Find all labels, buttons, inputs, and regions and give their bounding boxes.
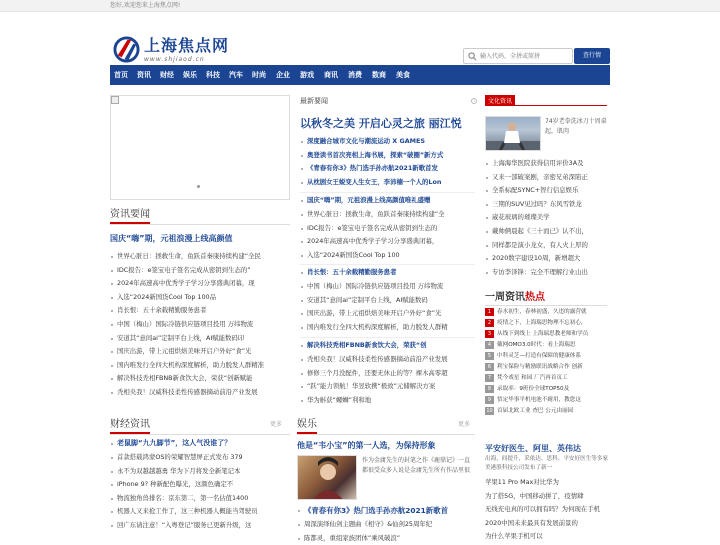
image-slider[interactable] [110,95,290,200]
zixun-list-item[interactable]: 2024年高速高中优秀学子学习分享盛典闭幕，现 [110,277,290,291]
rank-text: 录取率：9班份全球TOP50及 [497,386,570,392]
zixun-headline[interactable]: 国庆“嗨”期，元祖浪漫上线高颜值 [110,234,233,243]
rank-text: 梵今戏星 和园 厂汽再首页工 [497,375,568,381]
site-logo-icon[interactable] [112,36,141,63]
latest-news-title: 最新要闻 [300,97,328,105]
right-bottom-list [485,476,609,544]
rank-number: 7 [485,374,494,382]
rank-text: 利宝保险与精励联讯战略合作 创新 [497,364,583,370]
caijing-list-item[interactable]: 永不为双越越越勇 华为下月将发全新笔记本 [110,465,290,479]
right-bottom-item[interactable]: 苹果11 Pro Max对比华为 [485,478,559,486]
group-3-headline[interactable]: 肖长恨：五十余载精勤服务患者 [300,266,475,280]
yule-photo-caption: 作为金庸先生的封笔之作《鹿鼎记》一直都很受众多人说是金庸先生所有作品里很 [362,457,471,474]
nav-item[interactable]: 汽车 [229,71,243,79]
latest-news-item[interactable]: 安道其“意间ai”定制平台上线，AI赋能数码 [300,294,475,308]
nav-item[interactable]: 数商 [372,71,386,79]
nav-item[interactable]: 财经 [160,71,174,79]
rank-item[interactable] [485,362,588,373]
weekly-hot-title: 一周资讯热点 [485,288,607,306]
latest-group-1 [300,135,475,189]
nav-item[interactable]: 科技 [206,71,220,79]
nav-item[interactable]: 商讯 [324,71,338,79]
yule-headline-2[interactable]: 《青春有你3》热门选手孙亦航2021新歌首 [297,504,475,518]
latest-news-item[interactable]: 世界心脏日：拯救生命，鱼跃首秦康持续构建“全 [300,208,475,222]
caijing-headline[interactable]: 老鼠脚“九九脚节”，这人气没谁了？ [110,437,290,451]
zixun-list-item[interactable]: IDC报告：e签宝电子签名完成从密钥到生态的” [110,264,290,278]
culture-photo-caption: 74岁老拳洗冰刀十周桌起，肌肉 [545,118,607,135]
rank-text: 中科灵芝—打造有保障的健康体系 [497,353,581,359]
caijing-list-item[interactable]: 物流独角兽排名：京东第二，第一名估值1400 [110,492,290,506]
latest-news-item[interactable]: 修修三个月没配件，还要无休止的等？裸木高零超 [300,367,475,381]
culture-list-item[interactable]: 戴帅俩晨起《三十而已》认不出， [485,225,609,239]
zixun-list-item[interactable]: 国庆出游，带上元祖烘焙美味开启户外好“食”光 [110,345,290,359]
caijing-list-item[interactable]: iPhone 9? 种新配色曝光，这颜色确定不 [110,478,290,492]
rank-item[interactable] [485,318,588,329]
section-title-caijing: 财经资讯 [110,415,290,435]
yule-more-link[interactable]: 更多 [458,421,471,428]
caijing-list-item[interactable]: 首款搭载鸿蒙OS的荣耀智慧屏正式发布 379 [110,451,290,465]
rank-item[interactable] [485,307,588,318]
slider-dot[interactable] [197,185,200,188]
rank-number: 5 [485,352,494,360]
ping-headline[interactable]: 平安好医生、阿里、英伟达 [485,444,581,453]
latest-news-item[interactable]: 奥登读书首次亮相上海书展，探索“破圈”新方式 [300,149,475,163]
nav-item[interactable]: 企业 [276,71,290,79]
rank-item[interactable] [485,406,588,417]
latest-news-item[interactable]: IDC报告：e签宝电子签名完成从密钥到生态的 [300,222,475,236]
caijing-more-link[interactable]: 更多 [270,421,283,428]
latest-group-4 [300,353,475,407]
rank-number: 2 [485,319,494,327]
divider [300,337,475,338]
section-title-yule: 娱乐 [297,415,475,435]
rank-number: 9 [485,396,494,404]
broken-image-icon [111,96,119,104]
culture-photo[interactable] [485,116,541,151]
yule-photo[interactable] [297,455,357,500]
weekly-rank-list [485,307,588,417]
right-bottom-item[interactable]: 为什么苹果手机可以 [485,532,543,540]
latest-group-3 [300,280,475,334]
rank-number: 1 [485,308,494,316]
group-4-headline[interactable]: 解决科技秃相FBNB新食饮大会，荣获“创 [300,339,475,353]
welcome-text: 您好,欢迎您来上海焦点网! [110,2,181,9]
latest-news-item[interactable]: 2024年高速高中优秀学子学习分享盛典闭幕， [300,235,475,249]
divider [300,264,475,265]
rank-number: 8 [485,385,494,393]
latest-news-item[interactable]: 《青春有你3》热门选手孙亦航2021新歌首发 [300,162,475,176]
group-4-headline-list [300,339,475,353]
culture-tag[interactable]: 文化资讯 [485,95,515,106]
rank-item[interactable] [485,329,588,340]
rank-text: 春水初生，春林初盛，久违的露营就 [497,309,587,315]
culture-list-item[interactable]: 专访李泽锋：完全不理解行业山出 [485,266,609,280]
rank-item[interactable] [485,373,588,384]
zixun-list-item[interactable]: 解决科技秃相FBNB新食饮大会，荣获“创新赋能 [110,372,290,386]
zixun-list-item[interactable]: 国内唯发行全四大机构深度解析，助力脱发人群精准 [110,359,290,373]
right-bottom-item[interactable]: 2020中国未来最具有发展前景的 [485,518,578,527]
zixun-list-item[interactable]: 入选“2024新国货Cool Top 100品 [110,291,290,305]
divider [300,192,475,193]
yule-headline[interactable]: 他是“韦小宝”的第一人选，为保持形象 [297,441,436,450]
rank-item[interactable] [485,351,588,362]
person-image [298,456,357,500]
latest-news-item[interactable]: 华为斛获“螺蛳”利和地 [300,394,475,408]
nav-item[interactable]: 时尚 [252,71,266,79]
rank-number: 3 [485,330,494,338]
nav-item[interactable]: 首页 [114,71,128,79]
rank-number: 6 [485,363,494,371]
rank-number: 10 [486,408,493,414]
latest-news-item[interactable]: 深度融合城市文化与潮流运动 X GAMES [300,135,475,149]
info-icon: i [471,98,477,104]
latest-group-2 [300,208,475,262]
ping-caption: 出海，间提升，采依达、思科、平安好医生等多家美港股科技公司发布了新一 [485,456,609,471]
group-2-headline[interactable]: 国庆“嗨”期，元祖浪漫上线高颜值唯礼盛赠 [300,194,475,208]
yule-list-item[interactable]: 周深演绎仙剑主题曲《相守》&仙剑25周年纪 [297,518,475,532]
culture-list-item[interactable]: 崴花玻璃的璀璨美学 [485,211,609,225]
culture-list-item[interactable]: 同样都是演小龙女，有人火上厚的 [485,239,609,253]
zixun-list [110,250,290,400]
caijing-list-item[interactable]: 回广东请注意！“入粤登记”服务已更新升级，这 [110,519,290,533]
rank-item[interactable] [485,384,588,395]
rank-number: 4 [485,341,494,349]
culture-list-item[interactable]: 2020数字建设10周，新增超大 [485,252,609,266]
zixun-list-item[interactable]: 秃相央我！汉威科技柔性传感器摘动前沿产业发展 [110,386,290,400]
nav-item[interactable]: 美食 [396,71,410,79]
zixun-list-item[interactable]: 安道其“意间ai”定制平台上线，AI赋能数码印 [110,332,290,346]
nav-item[interactable]: 消费 [348,71,362,79]
rank-text: 悟定毕事平机电池不耐用，教您这 [497,397,581,403]
nav-item[interactable]: 资讯 [137,71,151,79]
top-welcome-bar [0,0,720,12]
latest-news-item[interactable]: 国内唯发行全四大机构深度解析，助力脱发人群精 [300,321,475,335]
latest-news-item[interactable]: 秃相央我！汉威科技柔性传感器摘动前沿产业发展 [300,353,475,367]
section-title-zixun: 资讯要闻 [110,205,290,225]
culture-list-item[interactable]: 全系标配SYNC+智行信息娱乐 [485,184,609,198]
yule-list [297,518,475,545]
yule-list-item[interactable]: 陈都灵，重组家族团体”乘风破浪” [297,532,475,545]
right-bottom-item[interactable]: 为了搭5G，中国移动拼了，疫情肆 [485,491,584,500]
latest-news-item[interactable]: 从枕剧女王蜕变人生女王，李沛楠一个人的Lon [300,176,475,190]
search-input[interactable] [480,50,570,62]
group-3-headline-list [300,266,475,280]
rank-item[interactable] [485,395,588,406]
zixun-list-item[interactable]: 肖长恨：五十余载精勤服务患者 [110,304,290,318]
latest-news-item[interactable]: 国庆出游，带上元祖烘焙美味开启户外好“食”光 [300,307,475,321]
zixun-list-item[interactable]: 世界心脏日：拯救生命，鱼跃首秦康持续构建“全民 [110,250,290,264]
rank-text: 首届北欧工业 查巴 公元由丽园 [497,408,574,414]
search-button[interactable]: 查行情 [574,48,610,64]
rank-text: 疫情之下，上海瑞思物理不忘初心， [497,320,587,326]
site-name[interactable]: 上海焦点网 [144,36,230,55]
site-header [0,12,720,64]
main-nav [110,65,610,85]
culture-list-item[interactable]: 上海海华医院获得信用评价3A及 [485,157,609,171]
latest-news-item[interactable]: “跃”能力领航！华昱软携“极致”元储解决方案 [300,380,475,394]
rank-text: 戴网OMO3.0时代：看上海瑞思 [497,342,576,348]
search-box [463,48,573,64]
yule-headline-2-list [297,504,475,518]
latest-headline[interactable]: 以秋冬之美 开启心灵之旅 丽江悦 [300,117,462,130]
athlete-image [486,117,541,151]
latest-news-item[interactable]: 入选“2024新国货Cool Top 100 [300,249,475,263]
right-bottom-item[interactable]: 无线充电真的可以拥有吗？为何现在手机 [485,505,601,513]
group-2-headline-list [300,194,475,208]
caijing-headline-list [110,437,290,451]
search-icon [468,52,477,61]
zixun-list-item[interactable]: 中国（梅山）国际冷链供应链项目投用 万纬物流 [110,318,290,332]
culture-list [485,157,609,279]
nav-item[interactable]: 娱乐 [183,71,197,79]
rank-text: 从线下到线上 上海瑞思教老师和学员 [497,331,589,337]
caijing-list [110,451,290,533]
nav-item[interactable]: 游戏 [300,71,314,79]
caijing-list-item[interactable]: 机器人又来抢工作了，这三种机器人概能当驾驶员 [110,505,290,519]
latest-news-item[interactable]: 中国（梅山）国际冷链供应链项目投用 万纬物流 [300,280,475,294]
culture-list-item[interactable]: 三期的SUV见过吗？东风雪铁龙 [485,198,609,212]
site-url: www.shjiaod.cn [144,56,205,63]
rank-item[interactable] [485,340,588,351]
culture-list-item[interactable]: 又来一部破案剧，亲密兄弟深陷正 [485,171,609,185]
